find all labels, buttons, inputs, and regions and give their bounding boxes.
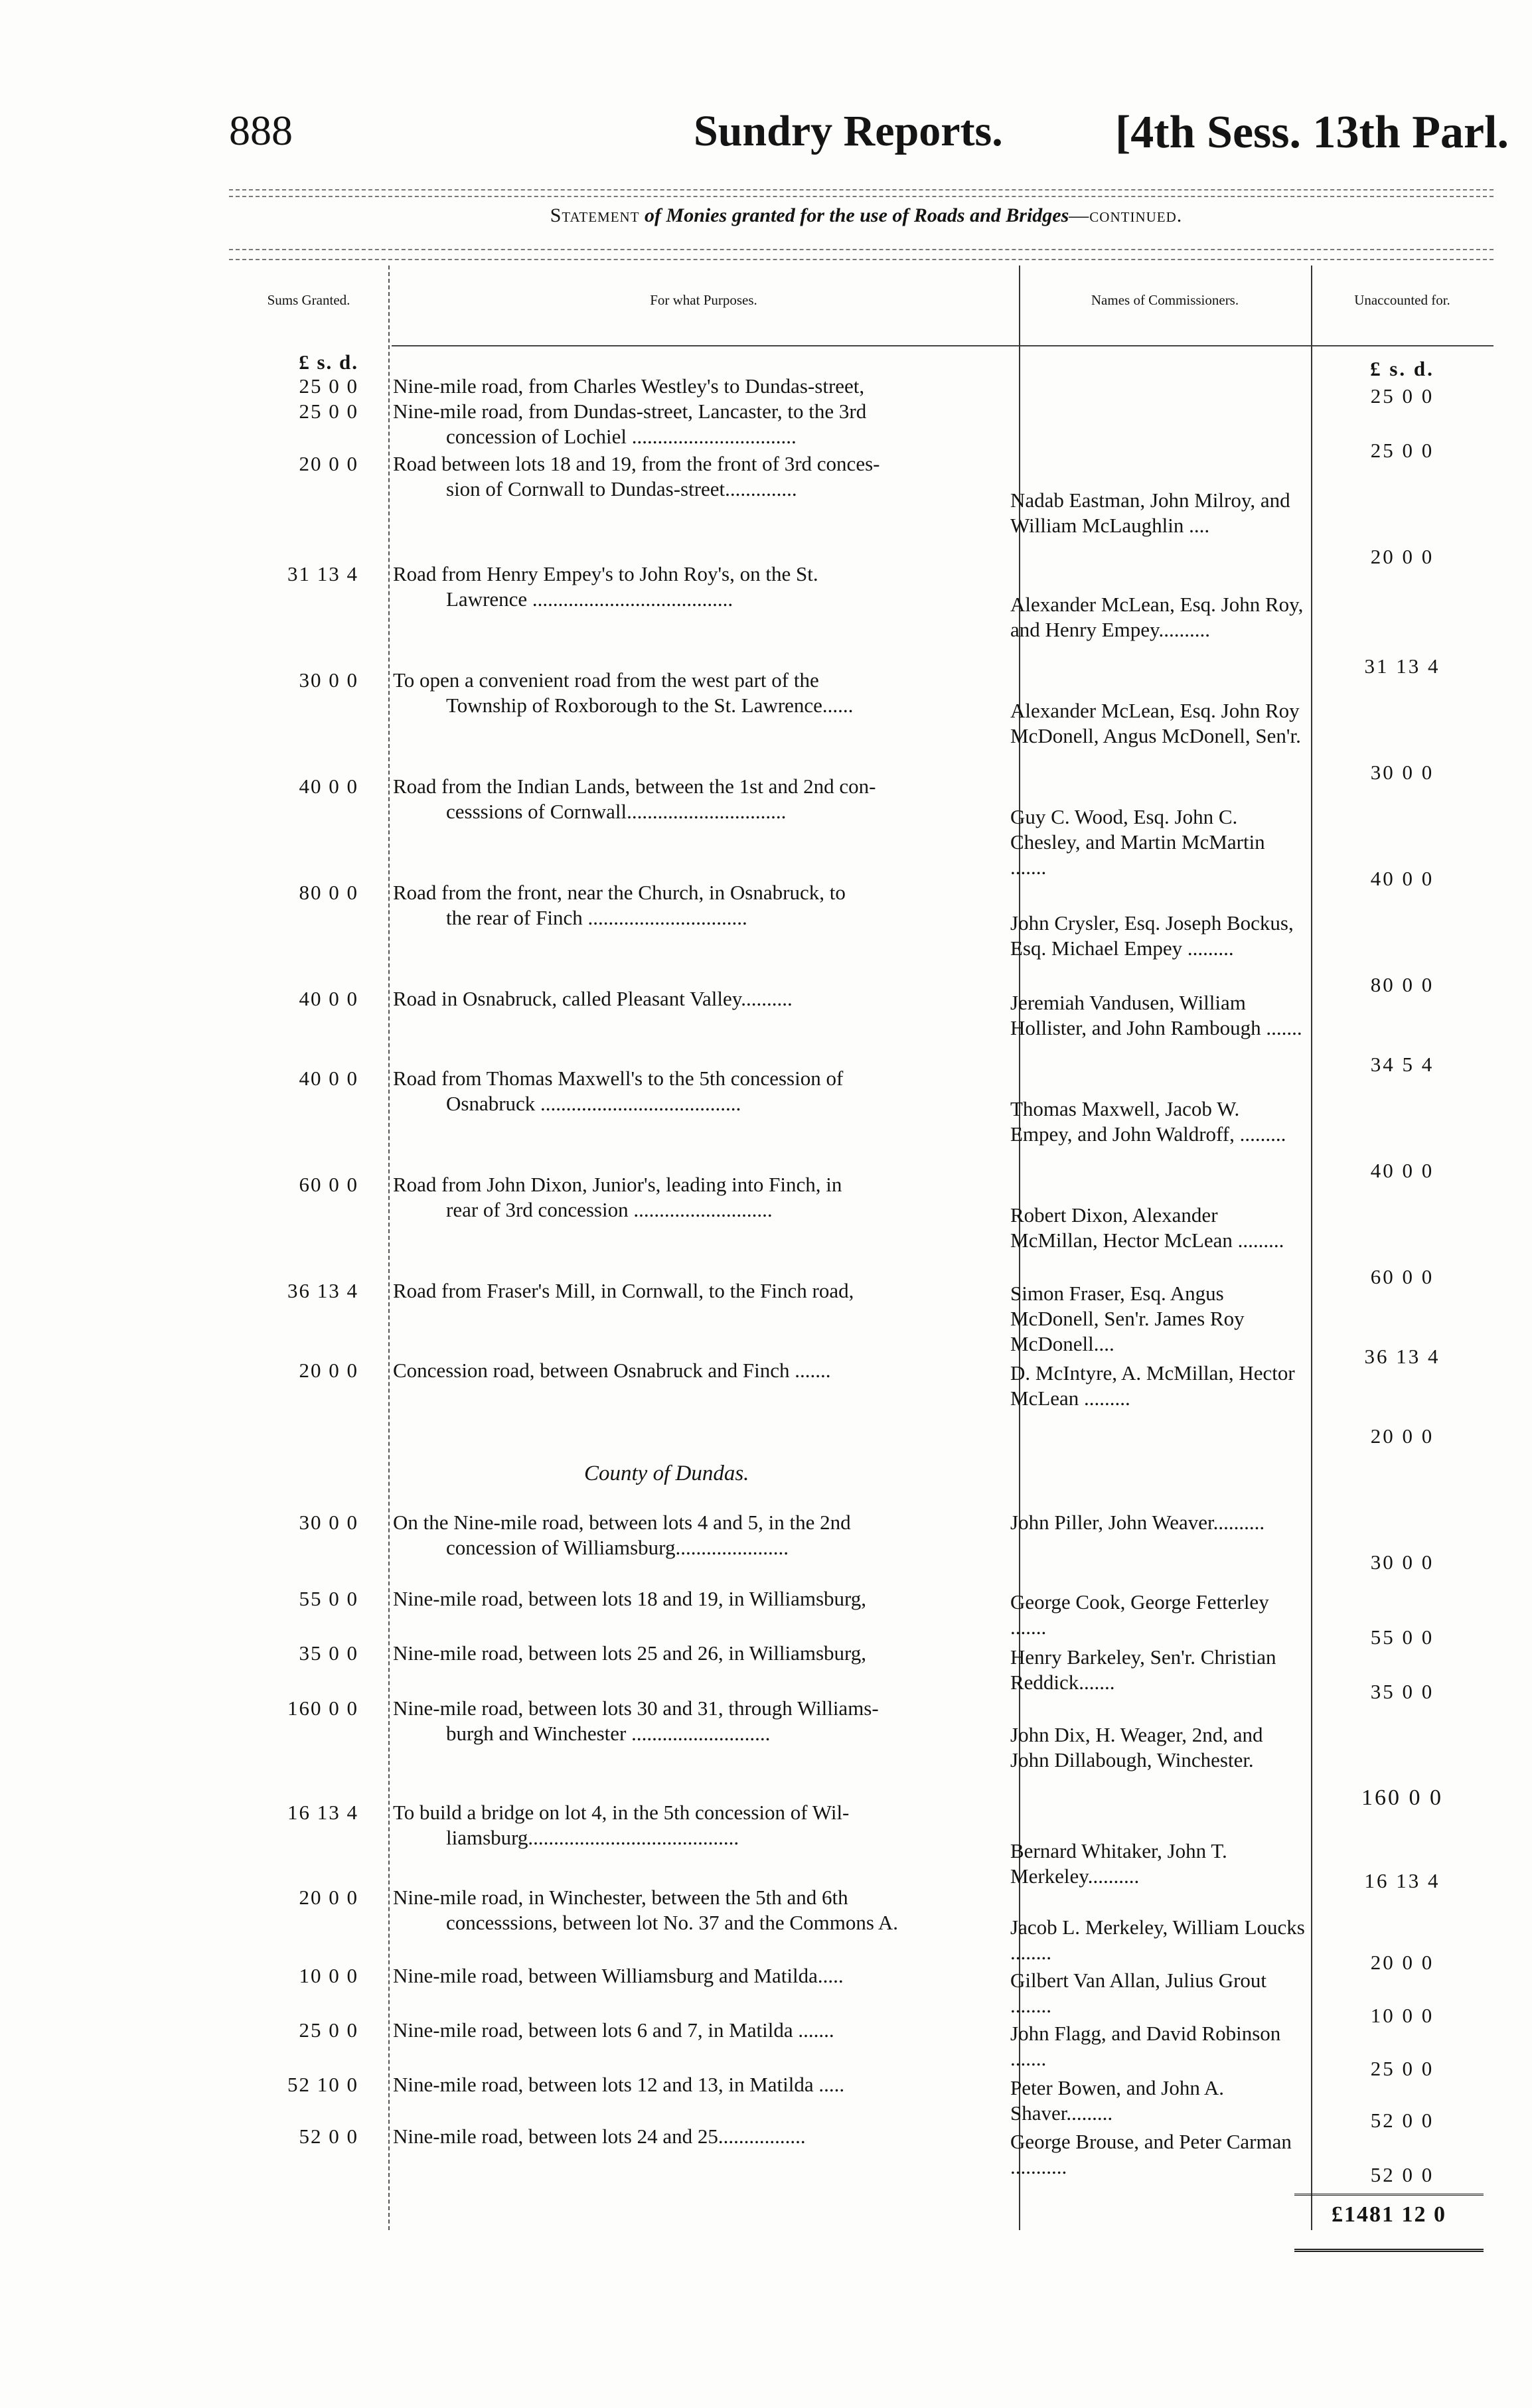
- top-rule-2: [229, 196, 1494, 197]
- purpose: [393, 1696, 1014, 1746]
- purpose-line: Nine-mile road, from Charles Westley's to Dundas-street,: [393, 374, 865, 398]
- purpose: [393, 1800, 1014, 1850]
- sum-granted: 20 0 0: [299, 452, 358, 475]
- unaccounted: 20 0 0: [1370, 545, 1434, 568]
- commissioners: Jeremiah Vandusen, William Hollister, and John Rambough .......: [1010, 991, 1302, 1039]
- purpose-line: Road between lots 18 and 19, from the front of 3rd conces-: [393, 452, 880, 475]
- unaccounted: 52 0 0: [1370, 2109, 1434, 2132]
- purpose: [393, 374, 1014, 399]
- purpose-line: Road from Thomas Maxwell's to the 5th concession of: [393, 1067, 844, 1090]
- currency-right: £ s. d.: [1370, 357, 1434, 380]
- sum-granted: 40 0 0: [299, 987, 358, 1010]
- purpose: [393, 1963, 1014, 1989]
- commissioners: Alexander McLean, Esq. John Roy, and Henry Empey..........: [1010, 593, 1304, 641]
- commissioners: Bernard Whitaker, John T. Merkeley..........: [1010, 1839, 1227, 1888]
- rule-sums: [388, 265, 390, 2230]
- sum-granted: 36 13 4: [287, 1279, 358, 1302]
- purpose-line: Concession road, between Osnabruck and Finch .......: [393, 1359, 831, 1382]
- commissioners: Peter Bowen, and John A. Shaver.........: [1010, 2076, 1225, 2125]
- sum-granted: 40 0 0: [299, 1067, 358, 1090]
- purpose-line: liamsburg.........................................: [446, 1826, 739, 1849]
- title-rule: [229, 249, 1494, 250]
- purpose: [393, 1641, 1014, 1666]
- purpose: [393, 1885, 1014, 1935]
- unaccounted: 40 0 0: [1370, 867, 1434, 890]
- purpose-line: Osnabruck .......................................: [446, 1092, 741, 1115]
- purpose-line: Nine-mile road, between lots 6 and 7, in Matilda .......: [393, 2018, 834, 2042]
- column-head-purpose: For what Purposes.: [650, 292, 757, 308]
- running-title: Sundry Reports.: [694, 107, 1003, 155]
- purpose: [393, 986, 1014, 1012]
- purpose-line: burgh and Winchester ...........................: [446, 1722, 771, 1745]
- commissioners: John Flagg, and David Robinson .......: [1010, 2022, 1281, 2070]
- session-title: [4th Sess. 13th Parl.: [1115, 107, 1509, 158]
- commissioners: Gilbert Van Allan, Julius Grout ........: [1010, 1969, 1267, 2017]
- sum-granted: 40 0 0: [299, 775, 358, 798]
- unaccounted: 25 0 0: [1370, 2057, 1434, 2080]
- sum-granted: 16 13 4: [287, 1801, 358, 1824]
- sum-granted: 25 0 0: [299, 2018, 358, 2042]
- sum-granted: 60 0 0: [299, 1173, 358, 1196]
- column-head-commissioners: Names of Commissioners.: [1091, 292, 1239, 308]
- purpose: [393, 1510, 1014, 1560]
- purpose: [393, 451, 1014, 502]
- purpose-line: Nine-mile road, between lots 25 and 26, in Williamsburg,: [393, 1641, 867, 1665]
- unaccounted: 31 13 4: [1364, 654, 1440, 678]
- unaccounted: 20 0 0: [1370, 1424, 1434, 1448]
- purpose-line: Lawrence .......................................: [446, 587, 733, 611]
- sum-granted: 80 0 0: [299, 881, 358, 904]
- purpose: [393, 880, 1014, 931]
- purpose: [393, 2018, 1014, 2043]
- unaccounted: 60 0 0: [1370, 1265, 1434, 1288]
- currency-left: £ s. d.: [299, 350, 358, 374]
- column-head-sums: Sums Granted.: [267, 292, 350, 308]
- unaccounted: 160 0 0: [1361, 1785, 1443, 1810]
- page-number: 888: [229, 107, 293, 154]
- purpose-line: rear of 3rd concession ...........................: [446, 1198, 773, 1221]
- sum-granted: 55 0 0: [299, 1587, 358, 1610]
- purpose-line: the rear of Finch ...............................: [446, 906, 747, 929]
- unaccounted: 55 0 0: [1370, 1625, 1434, 1649]
- statement-tail: —continued.: [1069, 204, 1183, 226]
- sum-granted: 31 13 4: [287, 562, 358, 585]
- commissioners: Jacob L. Merkeley, William Loucks ........: [1010, 1916, 1305, 1964]
- purpose-line: Nine-mile road, between lots 30 and 31, through Williams-: [393, 1696, 879, 1720]
- unaccounted: 52 0 0: [1370, 2163, 1434, 2186]
- purpose-line: concesssions, between lot No. 37 and the Commons A.: [446, 1911, 899, 1934]
- sum-granted: 25 0 0: [299, 374, 358, 398]
- statement-title: [412, 204, 1321, 227]
- purpose: [393, 1278, 1014, 1304]
- unaccounted: 40 0 0: [1370, 1159, 1434, 1182]
- commissioners: John Piller, John Weaver..........: [1010, 1511, 1265, 1534]
- unaccounted: 25 0 0: [1370, 384, 1434, 408]
- sum-granted: 30 0 0: [299, 668, 358, 692]
- purpose-line: Road from Henry Empey's to John Roy's, on the St.: [393, 562, 818, 585]
- purpose-line: concession of Williamsburg......................: [446, 1536, 789, 1559]
- sum-granted: 35 0 0: [299, 1641, 358, 1665]
- purpose: [393, 2072, 1014, 2097]
- purpose: [393, 1172, 1014, 1223]
- sum-granted: 52 10 0: [287, 2073, 358, 2096]
- commissioners: Henry Barkeley, Sen'r. Christian Reddick.......: [1010, 1645, 1276, 1694]
- purpose-line: Road from the Indian Lands, between the 1st and 2nd con-: [393, 775, 876, 798]
- sum-granted: 20 0 0: [299, 1886, 358, 1909]
- column-head-unaccounted: Unaccounted for.: [1354, 292, 1450, 308]
- commissioners: George Brouse, and Peter Carman ...........: [1010, 2130, 1292, 2178]
- commissioners: John Dix, H. Weager, 2nd, and John Dillabough, Winchester.: [1010, 1723, 1263, 1771]
- purpose: [393, 2124, 1014, 2149]
- unaccounted: 25 0 0: [1370, 439, 1434, 462]
- purpose: [393, 774, 1014, 824]
- total-amount: £1481 12 0: [1332, 2202, 1446, 2227]
- purpose-line: On the Nine-mile road, between lots 4 and 5, in the 2nd: [393, 1511, 851, 1534]
- purpose-line: Township of Roxborough to the St. Lawrence......: [446, 694, 854, 717]
- commissioners: Simon Fraser, Esq. Angus McDonell, Sen'r. James Roy McDonell....: [1010, 1282, 1245, 1355]
- commissioners: Thomas Maxwell, Jacob W. Empey, and John Waldroff, .........: [1010, 1097, 1286, 1146]
- commissioners: Alexander McLean, Esq. John Roy McDonell, Angus McDonell, Sen'r.: [1010, 699, 1301, 747]
- commissioners: Guy C. Wood, Esq. John C. Chesley, and Martin McMartin .......: [1010, 805, 1265, 879]
- purpose: [393, 562, 1014, 612]
- purpose-line: concession of Lochiel ................................: [446, 425, 797, 448]
- purpose-line: Nine-mile road, between Williamsburg and Matilda.....: [393, 1964, 844, 1987]
- purpose-line: To open a convenient road from the west part of the: [393, 668, 819, 692]
- section-heading: County of Dundas.: [584, 1462, 749, 1485]
- purpose: [393, 1586, 1014, 1612]
- statement-lead: Statement: [550, 204, 640, 226]
- unaccounted: 30 0 0: [1370, 1550, 1434, 1574]
- purpose-line: sion of Cornwall to Dundas-street..............: [446, 477, 797, 500]
- rule-names: [1311, 265, 1312, 2230]
- title-rule-2: [229, 259, 1494, 260]
- unaccounted: 20 0 0: [1370, 1951, 1434, 1974]
- purpose-line: cesssions of Cornwall...............................: [446, 800, 787, 823]
- sum-granted: 52 0 0: [299, 2125, 358, 2148]
- sum-granted: 160 0 0: [287, 1696, 358, 1720]
- purpose-line: Nine-mile road, between lots 18 and 19, in Williamsburg,: [393, 1587, 867, 1610]
- sum-granted: 25 0 0: [299, 400, 358, 423]
- purpose-line: Nine-mile road, from Dundas-street, Lancaster, to the 3rd: [393, 400, 867, 423]
- unaccounted: 30 0 0: [1370, 761, 1434, 784]
- unaccounted: 16 13 4: [1364, 1869, 1440, 1892]
- purpose: [393, 668, 1014, 718]
- statement-italic: of Monies granted for the use of Roads and Bridges: [645, 204, 1069, 226]
- commissioners: George Cook, George Fetterley .......: [1010, 1590, 1269, 1639]
- purpose-line: Nine-mile road, between lots 12 and 13, in Matilda .....: [393, 2073, 845, 2096]
- unaccounted: 35 0 0: [1370, 1680, 1434, 1703]
- purpose: [393, 399, 1014, 449]
- commissioners: Robert Dixon, Alexander McMillan, Hector McLean .........: [1010, 1203, 1284, 1252]
- purpose-line: Road from John Dixon, Junior's, leading into Finch, in: [393, 1173, 842, 1196]
- purpose-line: To build a bridge on lot 4, in the 5th concession of Wil-: [393, 1801, 850, 1824]
- commissioners: Nadab Eastman, John Milroy, and William McLaughlin ....: [1010, 489, 1290, 537]
- sum-granted: 10 0 0: [299, 1964, 358, 1987]
- purpose: [393, 1066, 1014, 1116]
- purpose-line: Road from the front, near the Church, in Osnabruck, to: [393, 881, 846, 904]
- commissioners: John Crysler, Esq. Joseph Bockus, Esq. Michael Empey .........: [1010, 911, 1294, 960]
- sum-granted: 20 0 0: [299, 1359, 358, 1382]
- purpose-line: Nine-mile road, in Winchester, between the 5th and 6th: [393, 1886, 848, 1909]
- unaccounted: 80 0 0: [1370, 973, 1434, 996]
- purpose: [393, 1358, 1014, 1383]
- heading-rule: [392, 345, 1494, 346]
- unaccounted: 34 5 4: [1370, 1053, 1434, 1076]
- unaccounted: 36 13 4: [1364, 1345, 1440, 1368]
- commissioners: D. McIntyre, A. McMillan, Hector McLean .........: [1010, 1361, 1295, 1410]
- purpose-line: Road in Osnabruck, called Pleasant Valley..........: [393, 987, 793, 1010]
- sum-granted: 30 0 0: [299, 1511, 358, 1534]
- purpose-line: Road from Fraser's Mill, in Cornwall, to the Finch road,: [393, 1279, 854, 1302]
- purpose-line: Nine-mile road, between lots 24 and 25.................: [393, 2125, 806, 2148]
- unaccounted: 10 0 0: [1370, 2004, 1434, 2027]
- top-rule: [229, 189, 1494, 190]
